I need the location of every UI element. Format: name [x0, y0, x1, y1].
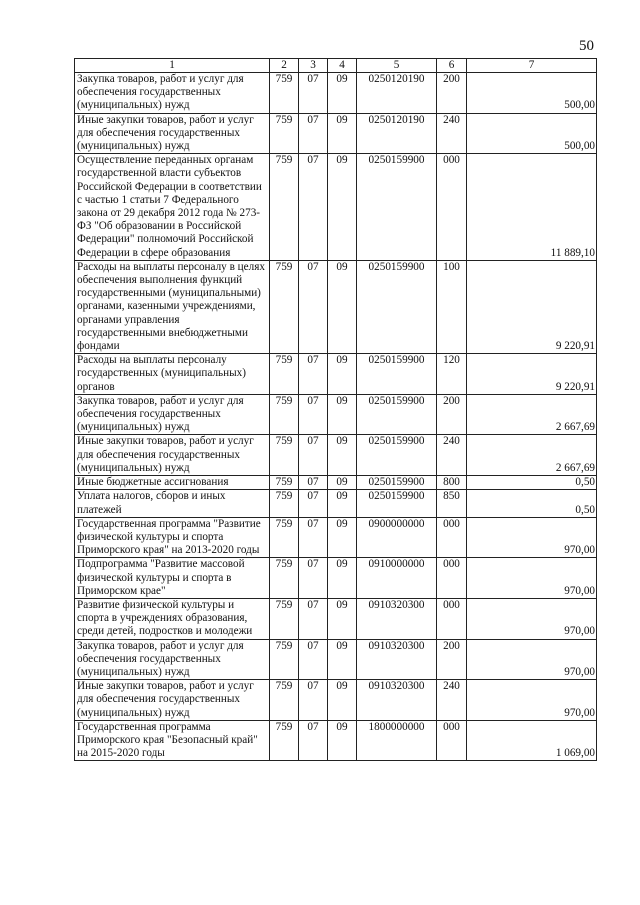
row-name: Иные закупки товаров, работ и услуг для обеспечения государственных (муниципальных) нужд — [75, 113, 270, 154]
row-amount: 0,50 — [467, 490, 597, 517]
row-section: 07 — [299, 490, 328, 517]
row-admin-code: 759 — [270, 720, 299, 761]
table-row — [75, 435, 597, 476]
row-admin-code: 759 — [270, 260, 299, 353]
row-subsection: 09 — [328, 476, 357, 490]
row-admin-code: 759 — [270, 517, 299, 558]
table-row — [75, 354, 597, 395]
column-header-1: 1 — [75, 59, 270, 73]
row-name: Иные закупки товаров, работ и услуг для обеспечения государственных (муниципальных) нужд — [75, 435, 270, 476]
table-row — [75, 476, 597, 490]
row-admin-code: 759 — [270, 154, 299, 261]
row-target-article: 0250159900 — [357, 394, 437, 435]
row-subsection: 09 — [328, 517, 357, 558]
row-admin-code: 759 — [270, 394, 299, 435]
row-amount: 970,00 — [467, 680, 597, 721]
row-amount: 1 069,00 — [467, 720, 597, 761]
row-subsection: 09 — [328, 354, 357, 395]
table-row — [75, 73, 597, 114]
row-subsection: 09 — [328, 73, 357, 114]
row-expense-type: 240 — [437, 113, 467, 154]
row-amount: 970,00 — [467, 598, 597, 639]
row-amount: 11 889,10 — [467, 154, 597, 261]
row-expense-type: 200 — [437, 394, 467, 435]
row-section: 07 — [299, 354, 328, 395]
row-target-article: 0910320300 — [357, 680, 437, 721]
row-target-article: 0900000000 — [357, 517, 437, 558]
row-admin-code: 759 — [270, 435, 299, 476]
row-section: 07 — [299, 558, 328, 599]
page-number: 50 — [579, 38, 594, 54]
row-name: Уплата налогов, сборов и иных платежей — [75, 490, 270, 517]
row-amount: 970,00 — [467, 639, 597, 680]
row-expense-type: 800 — [437, 476, 467, 490]
table-row — [75, 517, 597, 558]
row-amount: 970,00 — [467, 517, 597, 558]
row-section: 07 — [299, 154, 328, 261]
row-section: 07 — [299, 720, 328, 761]
row-section: 07 — [299, 260, 328, 353]
column-header-3: 3 — [299, 59, 328, 73]
row-name: Расходы на выплаты персоналу государственных (муниципальных) органов — [75, 354, 270, 395]
row-subsection: 09 — [328, 639, 357, 680]
row-expense-type: 000 — [437, 720, 467, 761]
table-row — [75, 154, 597, 261]
row-section: 07 — [299, 394, 328, 435]
row-subsection: 09 — [328, 490, 357, 517]
row-subsection: 09 — [328, 720, 357, 761]
row-name: Государственная программа Приморского края "Безопасный край" на 2015-2020 годы — [75, 720, 270, 761]
row-expense-type: 000 — [437, 598, 467, 639]
row-subsection: 09 — [328, 113, 357, 154]
row-target-article: 0250159900 — [357, 435, 437, 476]
row-target-article: 0910320300 — [357, 598, 437, 639]
row-target-article: 0910000000 — [357, 558, 437, 599]
row-expense-type: 000 — [437, 558, 467, 599]
column-header-5: 5 — [357, 59, 437, 73]
row-expense-type: 850 — [437, 490, 467, 517]
column-header-6: 6 — [437, 59, 467, 73]
table-row — [75, 598, 597, 639]
row-amount: 9 220,91 — [467, 354, 597, 395]
row-subsection: 09 — [328, 260, 357, 353]
row-expense-type: 000 — [437, 517, 467, 558]
row-subsection: 09 — [328, 435, 357, 476]
row-name: Расходы на выплаты персоналу в целях обеспечения выполнения функций государственными (муниципальными) органами, казенными учреждениями, органами управления государственными внебюджетными фондами — [75, 260, 270, 353]
row-expense-type: 000 — [437, 154, 467, 261]
row-target-article: 0250159900 — [357, 354, 437, 395]
row-target-article: 0250159900 — [357, 476, 437, 490]
row-amount: 2 667,69 — [467, 435, 597, 476]
row-section: 07 — [299, 639, 328, 680]
row-section: 07 — [299, 113, 328, 154]
row-expense-type: 240 — [437, 435, 467, 476]
row-amount: 500,00 — [467, 113, 597, 154]
row-amount: 0,50 — [467, 476, 597, 490]
row-name: Закупка товаров, работ и услуг для обеспечения государственных (муниципальных) нужд — [75, 394, 270, 435]
row-amount: 2 667,69 — [467, 394, 597, 435]
row-target-article: 0250159900 — [357, 490, 437, 517]
row-name: Иные закупки товаров, работ и услуг для обеспечения государственных (муниципальных) нужд — [75, 680, 270, 721]
row-amount: 970,00 — [467, 558, 597, 599]
table-row — [75, 260, 597, 353]
table-row — [75, 113, 597, 154]
header-row — [75, 59, 597, 73]
row-amount: 9 220,91 — [467, 260, 597, 353]
row-section: 07 — [299, 435, 328, 476]
row-section: 07 — [299, 680, 328, 721]
row-name: Закупка товаров, работ и услуг для обеспечения государственных (муниципальных) нужд — [75, 639, 270, 680]
row-name: Государственная программа "Развитие физической культуры и спорта Приморского края" на 2013-2020 годы — [75, 517, 270, 558]
row-name: Закупка товаров, работ и услуг для обеспечения государственных (муниципальных) нужд — [75, 73, 270, 114]
row-admin-code: 759 — [270, 476, 299, 490]
budget-table — [74, 58, 597, 761]
table-row — [75, 639, 597, 680]
row-expense-type: 200 — [437, 639, 467, 680]
row-section: 07 — [299, 598, 328, 639]
row-target-article: 0250120190 — [357, 113, 437, 154]
row-subsection: 09 — [328, 394, 357, 435]
table-row — [75, 558, 597, 599]
column-header-4: 4 — [328, 59, 357, 73]
row-subsection: 09 — [328, 154, 357, 261]
row-admin-code: 759 — [270, 680, 299, 721]
table-row — [75, 490, 597, 517]
row-amount: 500,00 — [467, 73, 597, 114]
row-admin-code: 759 — [270, 639, 299, 680]
row-name: Развитие физической культуры и спорта в учреждениях образования, среди детей, подростков и молодежи — [75, 598, 270, 639]
row-admin-code: 759 — [270, 558, 299, 599]
row-expense-type: 100 — [437, 260, 467, 353]
row-admin-code: 759 — [270, 490, 299, 517]
row-expense-type: 120 — [437, 354, 467, 395]
row-target-article: 0250159900 — [357, 154, 437, 261]
row-section: 07 — [299, 476, 328, 490]
table-row — [75, 394, 597, 435]
row-section: 07 — [299, 517, 328, 558]
column-header-7: 7 — [467, 59, 597, 73]
row-subsection: 09 — [328, 558, 357, 599]
row-name: Осуществление переданных органам государственной власти субъектов Российской Федерации в соответствии с частью 1 статьи 7 Федерального закона от 29 декабря 2012 года № 273-ФЗ "Об образовании в Российской Федерации" полномочий Российской Федерации в сфере образования — [75, 154, 270, 261]
row-admin-code: 759 — [270, 113, 299, 154]
row-admin-code: 759 — [270, 354, 299, 395]
row-subsection: 09 — [328, 598, 357, 639]
row-admin-code: 759 — [270, 598, 299, 639]
row-admin-code: 759 — [270, 73, 299, 114]
row-target-article: 1800000000 — [357, 720, 437, 761]
table-row — [75, 720, 597, 761]
table-row — [75, 680, 597, 721]
row-subsection: 09 — [328, 680, 357, 721]
row-target-article: 0250159900 — [357, 260, 437, 353]
row-section: 07 — [299, 73, 328, 114]
row-target-article: 0250120190 — [357, 73, 437, 114]
row-expense-type: 200 — [437, 73, 467, 114]
row-name: Иные бюджетные ассигнования — [75, 476, 270, 490]
row-name: Подпрограмма "Развитие массовой физической культуры и спорта в Приморском крае" — [75, 558, 270, 599]
row-expense-type: 240 — [437, 680, 467, 721]
row-target-article: 0910320300 — [357, 639, 437, 680]
column-header-2: 2 — [270, 59, 299, 73]
